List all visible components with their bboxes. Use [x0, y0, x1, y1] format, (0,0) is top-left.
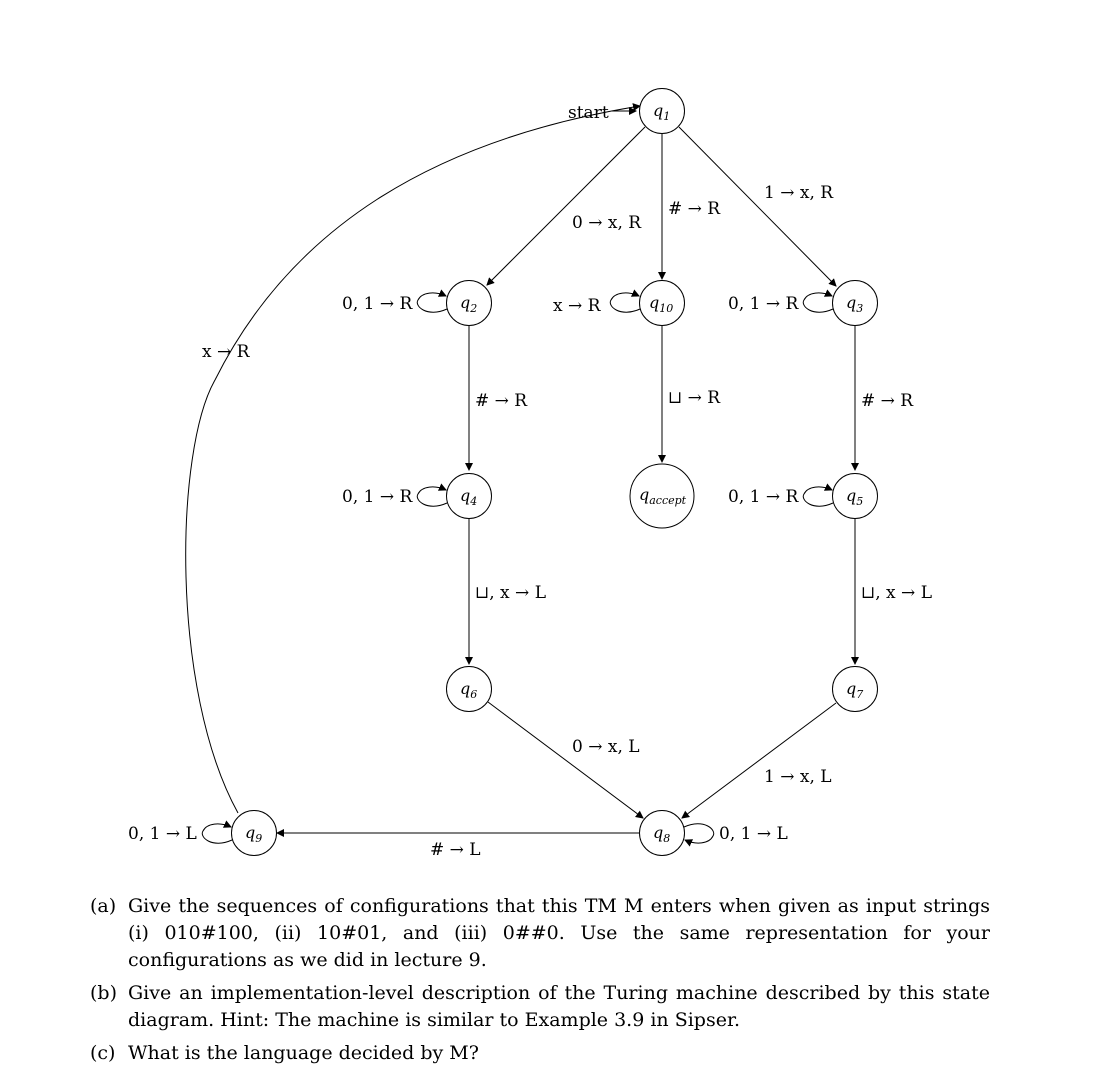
question-b [90, 980, 990, 1034]
label-q1-q3: 1 → x, R [764, 183, 834, 203]
state-q8 [640, 811, 685, 856]
state-q4 [447, 474, 492, 519]
svg-text:q3: $q_3$ [846, 293, 864, 315]
svg-text:q8: $q_8$ [653, 823, 671, 845]
label-q9-q1: x → R [202, 342, 250, 362]
edge-q7-q8 [682, 703, 836, 818]
state-q3 [833, 281, 878, 326]
loop-q9 [202, 824, 232, 843]
state-q2 [447, 281, 492, 326]
svg-text:q1: $q_1$ [653, 101, 671, 123]
question-list [90, 893, 990, 1073]
label-q1-q10: # → R [668, 199, 721, 219]
question-text: Give an implementation-level description of the Turing machine described by this state diagram. Hint: The machine is similar to Example 3.9 in Sipser. [128, 982, 990, 1031]
svg-text:q5: $q_5$ [846, 486, 864, 508]
state-q6 [447, 667, 492, 712]
label-q6-q8: 0 → x, L [572, 737, 640, 757]
state-q5 [833, 474, 878, 519]
label-q8-q9: # → L [430, 840, 481, 860]
label-q7-q8: 1 → x, L [764, 767, 832, 787]
label-q8-loop: 0, 1 → L [719, 824, 788, 844]
svg-text:qaccept: $q_{accept}$ [639, 485, 687, 507]
label-q4-loop: 0, 1 → R [342, 487, 413, 507]
label-q5-q7: ⊔, x → L [861, 583, 932, 603]
svg-text:q9: $q_9$ [245, 823, 263, 845]
svg-text:q10: $q_{10}$ [649, 293, 674, 315]
state-q9 [232, 811, 277, 856]
loop-q2 [417, 293, 447, 312]
label-q9-loop: 0, 1 → L [128, 824, 197, 844]
loop-q10 [610, 293, 640, 312]
edge-q6-q8 [488, 702, 643, 818]
loop-q5 [803, 487, 833, 506]
label-q2-loop: 0, 1 → R [342, 294, 413, 314]
question-mark: (a) [90, 895, 117, 917]
svg-text:q2: $q_2$ [460, 293, 478, 315]
start-label: start [568, 103, 609, 123]
question-a [90, 893, 990, 974]
question-text: What is the language decided by M? [128, 1042, 479, 1064]
label-q3-loop: 0, 1 → R [728, 294, 799, 314]
question-text: Give the sequences of configurations that this TM M enters when given as input strings (i) 010#100, (ii) 10#01, and (iii) 0##0. Use the same representation for your configurations as we did in lecture 9. [128, 895, 990, 971]
loop-q3 [803, 293, 833, 312]
state-q10 [640, 281, 685, 326]
label-q10-qaccept: ⊔ → R [668, 388, 721, 408]
label-q5-loop: 0, 1 → R [728, 487, 799, 507]
svg-text:q6: $q_6$ [460, 679, 478, 701]
label-q3-q5: # → R [861, 391, 914, 411]
edge-q1-q2 [487, 127, 645, 285]
question-c [90, 1040, 990, 1067]
loop-q4 [417, 487, 447, 506]
question-mark: (c) [90, 1042, 116, 1064]
label-q1-q2: 0 → x, R [572, 213, 642, 233]
state-q1 [640, 89, 685, 134]
state-qaccept [630, 464, 694, 528]
label-q10-loop: x → R [553, 296, 601, 316]
loop-q8 [684, 824, 714, 843]
label-q4-q6: ⊔, x → L [475, 583, 546, 603]
question-mark: (b) [90, 982, 117, 1004]
label-q2-q4: # → R [475, 391, 528, 411]
svg-text:q4: $q_4$ [460, 486, 478, 508]
svg-text:q7: $q_7$ [846, 679, 864, 701]
state-q7 [833, 667, 878, 712]
